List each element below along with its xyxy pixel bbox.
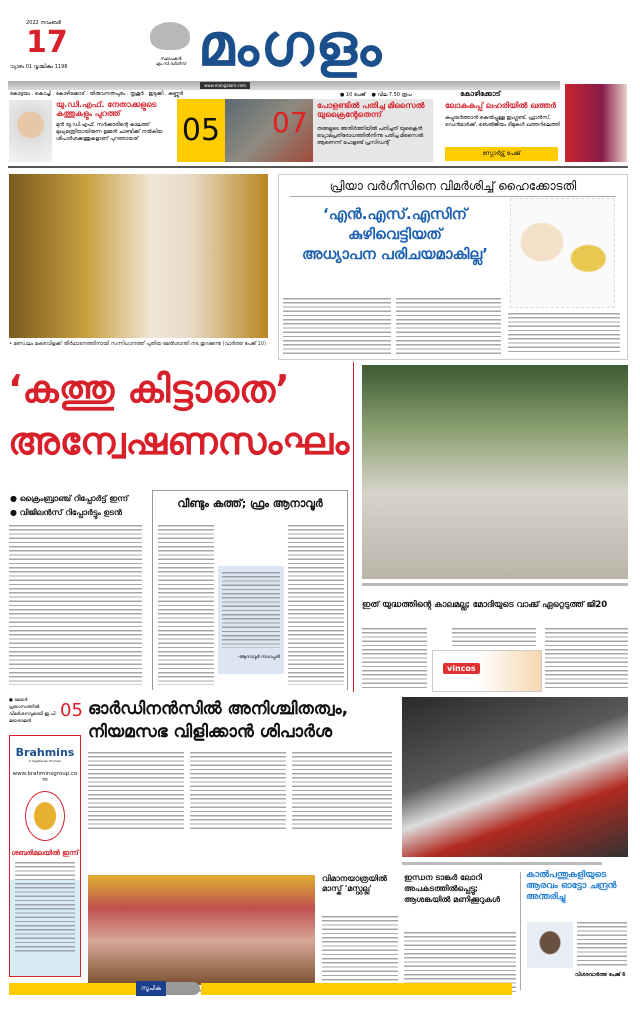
story-headline[interactable]: കാൽപന്തുകളിയുടെ ആരവം ഓട്ടോ ചന്ദ്രൻ അന്തരിച്ചു [526, 870, 617, 902]
headline-line[interactable]: നിയമസഭ വിളിക്കാൻ ശിപാർശ [88, 722, 333, 742]
headline-line[interactable]: ഓർഡിനൻസിൽ അനിശ്ചിതത്വം, [88, 699, 349, 719]
footer-bar [9, 983, 136, 995]
story-footer[interactable]: വിശദവാർത്ത പേജ് 6 [575, 972, 626, 978]
side-page[interactable]: 05 [60, 700, 83, 721]
teaser-title[interactable]: പോളണ്ടിൽ പതിച്ച മിസൈൽ യുക്രൈന്റേതെന്ന് [317, 101, 425, 120]
article-body [577, 922, 627, 968]
logo: മംഗളം [198, 11, 384, 79]
schedule-title: ശബരിമലയിൽ ഇന്ന് [11, 849, 79, 857]
brahmins-ad[interactable] [9, 735, 81, 977]
column-divider [520, 872, 521, 990]
article-body [396, 298, 501, 354]
headline-line[interactable]: അന്വേഷണസംഘം [8, 419, 350, 463]
g20-headline[interactable]: ഇത് യുദ്ധത്തിന്റെ കാലമല്ല; മോദിയുടെ വാക്ക് ഏറ്റെടുത്ത് ജി20 [362, 600, 608, 610]
bullet: ● ക്രൈംബ്രാഞ്ച് റിപ്പോർട്ട് ഇന്ന് [10, 494, 129, 503]
vincos-ad[interactable] [432, 650, 542, 692]
index-pill [166, 982, 200, 995]
article-body [508, 313, 620, 353]
teaser-title[interactable]: യു.ഡി.എഫ്. നേതാക്കളുടെ കത്തുകളും പുറത്ത് [56, 100, 157, 119]
article-body [88, 752, 184, 830]
photo-caption-bar [362, 583, 628, 586]
teaser-text: കപ്പുയർത്താൻ കെൽപ്പുള്ള ഇംഗ്ലണ്ട്, ഫ്രാൻസ്, ഡെൻമാർക്ക്, ബെൽജിയം ടീമുകൾ ഖത്തറിലെത്തി [445, 115, 560, 128]
teaser-title[interactable]: ലോകകപ്പ് ലഹരിയിൽ ഖത്തർ [445, 101, 556, 110]
article-body [362, 628, 427, 690]
article-body [283, 298, 391, 354]
teaser-text: മുൻ യു.ഡി.എഫ്. സർക്കാരിന്റെ കാലത്ത് മുഖ്യമന്ത്രിയായിരുന്ന ഉമ്മൻ ചാണ്ടിക്ക് നൽകിയ ശിപാർശക്കത്തുകളാണ് പുറത്തായത് [56, 122, 163, 142]
emblem-icon [150, 22, 190, 50]
bullet: ● വിജിലൻസ് റിപ്പോർട്ടും ഉടൻ [10, 508, 122, 517]
priya-headline [285, 204, 505, 264]
ayyappa-image [25, 791, 65, 841]
cartoon [510, 198, 615, 308]
page-count: ● 10 പേജ് [340, 92, 366, 98]
article-body [288, 525, 344, 685]
side-teaser[interactable]: ● മേയർ പ്രയാസത്തിൽ വിമർശനവുമായി ഇ.പി. ജയരാജൻ [9, 698, 57, 724]
date-line: 2022 നവംബർ [26, 20, 61, 26]
article-body [9, 525, 142, 685]
date-day: 17 [26, 25, 68, 60]
sub-date: വ്യാഴം 01 വൃശ്ചികം 1198 [10, 64, 68, 70]
founder: സ്ഥാപകൻ എം.സി.വർഗീസ് [155, 56, 187, 66]
article-body [452, 628, 536, 646]
obituary-photo [527, 922, 573, 968]
sabarimala-photo [9, 174, 268, 338]
quote-author: -ആനാവൂർ നാഗപ്പൻ [237, 655, 280, 660]
headline-line[interactable]: കുഴിവെട്ടിയത് [348, 225, 442, 243]
story-headline[interactable]: വിമാനയാത്രയിൽ മാസ്ക് 'മസ്റ്റല്ല' [322, 874, 387, 893]
quote-text [222, 572, 280, 648]
edition-name: കോഴിക്കോട് [460, 90, 501, 98]
article-body [292, 752, 392, 830]
article-body [158, 525, 214, 685]
divider [8, 166, 628, 168]
price: ● വില 7.50 രൂപ [371, 92, 412, 98]
column-divider [353, 362, 354, 692]
headline-line[interactable]: ‘കത്തു കിട്ടാതെ’ [8, 367, 290, 411]
sports-page-button[interactable]: സ്പോർട്സ് പേജ് [445, 147, 558, 161]
article-body [322, 916, 398, 992]
teaser-text: തങ്ങളുടെ അതിർത്തിയിൽ പതിച്ചത് യുക്രൈൻ വ്യോമപ്രതിരോധത്തിൽനിന്നു പതിച്ച മിസൈൽ ആണെന്ന് പോളണ്ട് പ്രസിഡന്റ് [317, 126, 424, 146]
worldcup-photo [565, 84, 627, 162]
article-body [190, 752, 286, 830]
ad-tagline: A Vegetarian Promise [28, 759, 62, 763]
main-headline [8, 363, 348, 467]
ad-brand: vincos [443, 663, 480, 674]
schedule-list [15, 862, 75, 952]
footer-bar [201, 983, 512, 995]
teaser-page-badge[interactable]: 07 [272, 106, 308, 139]
tanker-photo [402, 697, 628, 857]
photo-caption-bar [402, 862, 602, 865]
box-title[interactable]: വീണ്ടും കത്ത്; ഫ്രം ആനാവൂർ [177, 497, 323, 510]
g20-photo [362, 365, 628, 579]
article-body [545, 628, 628, 690]
teaser-page-badge[interactable]: 05 [177, 99, 225, 162]
ordinance-headline [88, 698, 398, 744]
masthead-rule [8, 81, 560, 90]
ad-brand: Brahmins [15, 746, 75, 759]
priya-kicker[interactable]: പ്രിയാ വർഗീസിനെ വിമർശിച്ച് ഹൈക്കോടതി [290, 179, 616, 197]
oommen-chandy-photo [9, 100, 52, 162]
editions: കോട്ടയം . കൊച്ചി . കോഴിക്കോട് . തിരുവനന്തപുരം . തൃശൂർ . ഇടുക്കി . കണ്ണൂർ [10, 91, 184, 97]
headline-line[interactable]: അധ്യാപന പരിചയമാകില്ല’ [302, 245, 488, 263]
index-label[interactable]: സൂചിക [136, 981, 166, 996]
quote-box [218, 566, 284, 674]
headline-line[interactable]: ‘എൻ.എസ്.എസിന് [323, 205, 467, 223]
story-headline[interactable]: ഇന്ധന ടാങ്കർ ലോറി അപകടത്തിൽപ്പെട്ടു; ആശങ്കയിൽ മണിക്കൂറുകൾ [404, 873, 501, 904]
website[interactable]: www.mangalam.com [200, 82, 250, 89]
ad-url[interactable]: www.brahminsgroup.com [12, 771, 78, 783]
photo-caption: • മണ്ഡലം മകരവിളക്ക് തീർഥാടനത്തിനായി സന്നിധാനത്ത് പുതിയ മേൽശാന്തി നട തുറക്കുന്നു (വാർത്ത പേജ് 10) [9, 341, 266, 347]
temple-photo [88, 875, 315, 985]
price-line [340, 92, 411, 98]
